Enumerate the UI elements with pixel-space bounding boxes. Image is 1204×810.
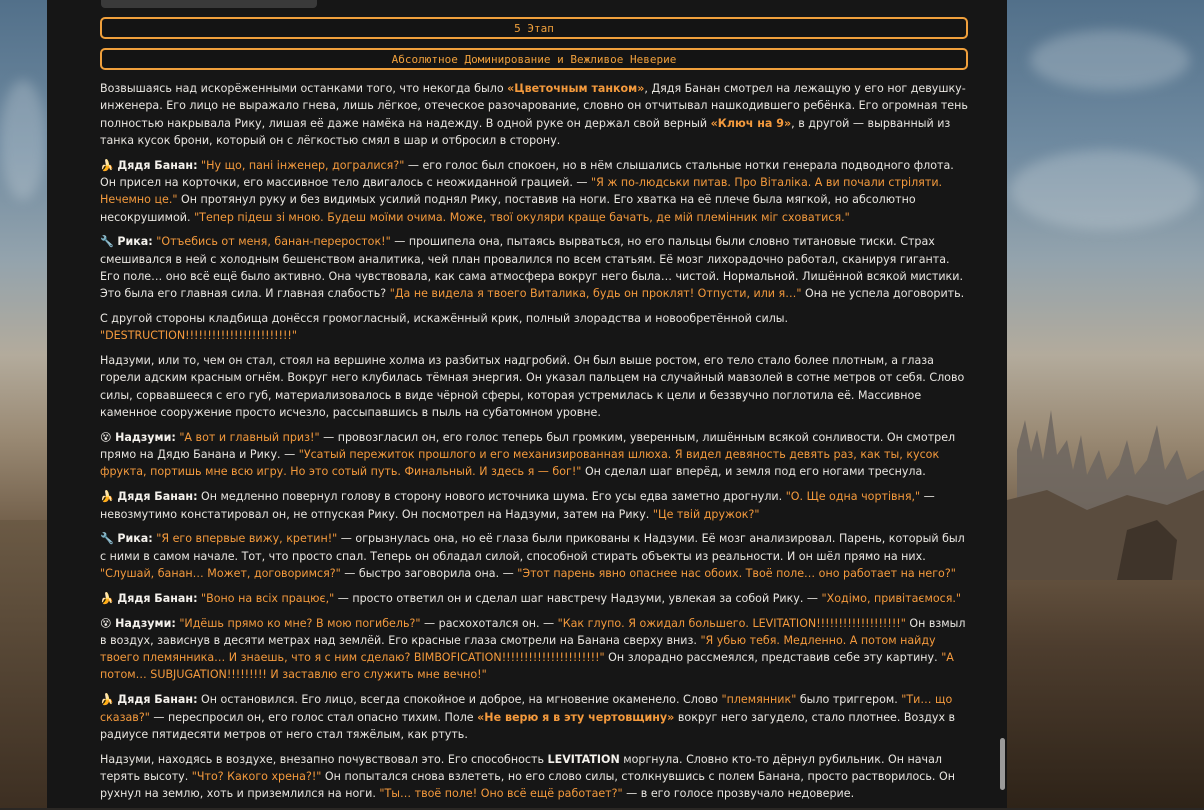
dizzy-face-icon: 😵 [100,616,112,630]
paragraph: 🍌 Дядя Банан: "Ну що, пані інженер, догралися?" — его голос был спокоен, но в нём слышались стальные нотки генерала подводного флота. Он присел на корточки, его массивное тело двигалось с неожиданной грацией. — "Я ж по-людськи питав. Про Віталіка. А ви почали стріляти. Нечемно це." Он протянул руку и без видимых усилий поднял Рику, поставив на ноги. Его хватка на её плече была мягкой, но абсолютно несокрушимой. "Тепер підеш зі мною. Будеш моїми очима. Може, твої окуляри краще бачать, де мій племінник міг сховатися." [100,158,954,224]
paragraph: 🔧 Рика: "Отъебись от меня, банан-переросток!" — прошипела она, пытаясь вырваться, но его пальцы были словно титановые тиски. Страх смешивался в ней с холодным бешенством аналитика, чей план провалился по всем статьям. Её мозг лихорадочно работал, сканируя гиганта. Его поле… оно всё ещё было активно. Она чувствовала, как сама атмосфера вокруг него была… чистой. Нормальной. Лишённой всякой мистики. Это была его главная сила. И главная слабость? "Да не видела я твоего Виталика, будь он проклят! Отпусти, или я…" Она не успела договорить. [100,235,965,301]
paragraph: 😵 Надзуми: "Идёшь прямо ко мне? В мою погибель?" — расхохотался он. — "Как глупо. Я ожидал большего. LEVITATION!!!!!!!!!!!!!!!!!!!" Он взмыл в воздух, зависнув в десяти метрах над землёй. Его красные глаза смотрели на Банана сверху вниз. "Я убью тебя. Медленно. А потом найду твоего племянника… И знаешь, что я с ним сделаю? BIMBOFICATION!!!!!!!!!!!!!!!!!!!!!!" Он злорадно рассмеялся, представив себе эту картину. "А потом… SUBJUGATION!!!!!!!!! И заставлю его служить мне вечно!" [100,616,966,682]
scrollbar-thumb[interactable] [1000,738,1005,790]
speaker-name: Надзуми: [115,430,176,444]
speaker-name: Рика: [117,532,153,546]
paragraph: 🍌 Дядя Банан: "Воно на всіх працює," — просто ответил он и сделал шаг навстречу Надзуми, увлекая за собой Рику. — "Ходімо, привітаємося." [100,591,962,605]
dizzy-face-icon: 😵 [100,430,112,444]
banana-icon: 🍌 [100,158,114,172]
background-cloud [0,80,46,200]
speaker-name: Дядя Банан: [117,591,198,605]
background-cloud [1030,30,1190,90]
wrench-icon: 🔧 [100,532,114,546]
story-text [100,80,968,810]
background-cloud [1010,150,1200,230]
paragraph: 🔧 Рика: "Я его впервые вижу, кретин!" — огрызнулась она, но её глаза были прикованы к Надзуми. Её мозг анализировал. Парень, который был с ними в самом начале. Тот, что просто спал. Теперь он обладал силой, способной стирать объекты из реальности. И он шёл прямо на них. "Слушай, банан… Может, договоримся?" — быстро заговорила она. — "Этот парень явно опаснее нас обоих. Твоё поле… оно работает на него?" [100,532,965,580]
speaker-name: Дядя Банан: [117,158,198,172]
speaker-name: Рика: [117,235,153,249]
stage-banner: 5 Этап [100,17,968,39]
background-rocks [0,520,50,808]
background-ruins [1007,380,1204,580]
paragraph: С другой стороны кладбища донёсся громогласный, искажённый крик, полный злорадства и новообретённой силы. "DESTRUCTION!!!!!!!!!!!!!!!!!!!!!!!!" [100,312,789,343]
paragraph: Надзуми, или то, чем он стал, стоял на вершине холма из разбитых надгробий. Он был выше ростом, его тело стало более плотным, а глаза горели адским красным огнём. Вокруг него клубилась тёмная энергия. Он указал пальцем на случайный мавзолей в сотне метров от себя. Слово силы, сорвавшееся с его губ, материализовалось в виде чёрной сферы, которая устремилась к цели и беззвучно поглотила её. Массивное каменное сооружение просто исчезло, рассыпавшись в пыль на субатомном уровне. [100,354,965,420]
paragraph: Возвышаясь над искорёженными останками того, что некогда было «Цветочным танком», Дядя Банан смотрел на лежащую у его ног девушку-инженера. Его лицо не выражало гнева, лишь лёгкое, отеческое разочарование, словно он отчитывал нашкодившего ребёнка. Его огромная тень полностью накрывала Рику, лишая её даже намёка на надежду. В одной руке он держал свой верный «Ключ на 9», в другой — вырванный из танка кусок брони, который он с лёгкостью смял в шар и отбросил в сторону. [100,82,968,147]
speaker-name: Дядя Банан: [117,490,198,504]
speaker-name: Надзуми: [115,616,176,630]
wrench-icon: 🔧 [100,235,114,249]
banana-icon: 🍌 [100,490,114,504]
title-banner: Абсолютное Доминирование и Вежливое Неверие [100,48,968,70]
banana-icon: 🍌 [100,591,114,605]
paragraph: Надзуми, находясь в воздухе, внезапно почувствовал это. Его способность LEVITATION моргнула. Словно кто-то дёрнул рубильник. Он начал терять высоту. "Что? Какого хрена?!" Он попытался снова взлететь, но его слово силы, столкнувшись с полем Банана, просто растворилось. Он рухнул на землю, хоть и приземлился на ноги. "Ты… твоё поле! Оно всё ещё работает?" — в его голосе прозвучало недоверие. [100,752,955,801]
paragraph: 🍌 Дядя Банан: Он остановился. Его лицо, всегда спокойное и доброе, на мгновение окаменело. Слово "племянник" было триггером. "Ти… що сказав?" — переспросил он, его голос стал опасно тихим. Поле «Не верю я в эту чертовщину» вокруг него загудело, стало плотнее. Воздух в радиусе пятидесяти метров от него стал тяжёлым, как ртуть. [100,693,956,741]
speaker-name: Дядя Банан: [117,693,198,707]
paragraph: 😵 Надзуми: "А вот и главный приз!" — провозгласил он, его голос теперь был громким, уверенным, лишённым всякой сонливости. Он смотрел прямо на Дядю Банана и Рику. — "Усатый пережиток прошлого и его механизированная шлюха. Я видел девяность девять раз, как ты, кусок фрукта, портишь мне всю игру. Но это сотый путь. Финальный. И здесь я — бог!" Он сделал шаг вперёд, и земля под его ногами треснула. [100,430,956,479]
paragraph: 🍌 Дядя Банан: Он медленно повернул голову в сторону нового источника шума. Его усы едва заметно дрогнули. "О. Ще одна чортівня," — невозмутимо констатировал он, не отпуская Рику. Он посмотрел на Надзуми, затем на Рику. "Це твій дружок?" [100,490,935,521]
top-tab-stub[interactable] [101,0,317,8]
banana-icon: 🍌 [100,693,114,707]
